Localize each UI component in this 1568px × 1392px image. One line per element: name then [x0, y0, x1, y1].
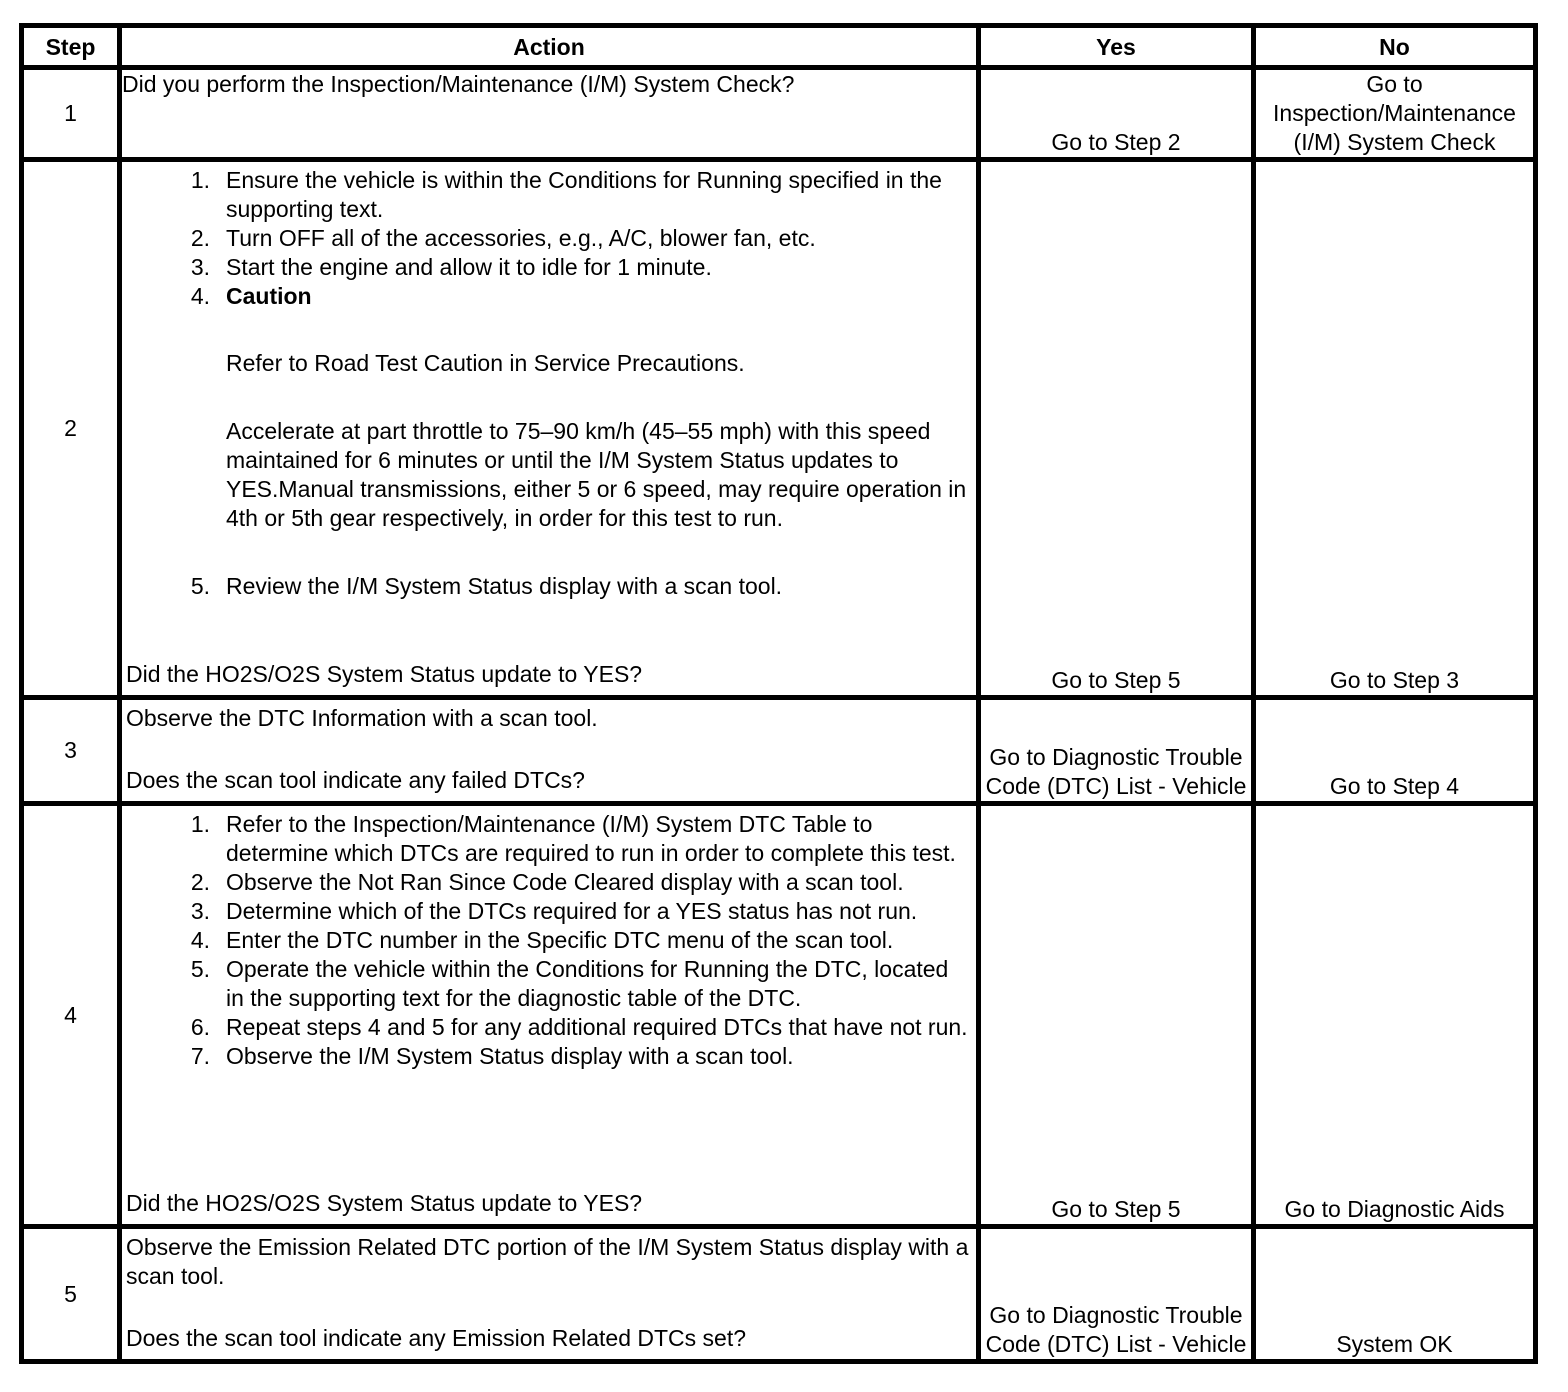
no-result: Go to Step 4 [1254, 698, 1536, 804]
no-result: Go to Step 3 [1254, 160, 1536, 698]
header-no: No [1254, 26, 1536, 68]
instruction-text: Observe the DTC Information with a scan tool. [126, 705, 598, 731]
list-item: 4. Caution Refer to Road Test Caution in Service Precautions. Accelerate at part throttle to 75–90 km/h (45–55 mph) with this speed maintained for 6 minutes or until the I/M System Status updates to YES.Manual transmissions, either 5 or 6 speed, may require operation in 4th or 5th gear respectively, in order for this test to run. [126, 282, 970, 572]
no-result: Go to Inspection/Maintenance (I/M) System Check [1254, 68, 1536, 160]
step-number: 3 [22, 698, 120, 804]
header-action: Action [120, 26, 979, 68]
list-item: 4. Enter the DTC number in the Specific DTC menu of the scan tool. [190, 927, 894, 953]
action-steps [126, 166, 970, 601]
diagnostic-table [19, 23, 1538, 1364]
yes-result: Go to Step 5 [979, 804, 1254, 1227]
caution-heading: Caution [226, 283, 312, 309]
table-row-step-1 [22, 68, 1536, 160]
list-item: 5. Operate the vehicle within the Conditions for Running the DTC, located in the supporting text for the diagnostic table of the DTC. [190, 956, 949, 1011]
list-item: 7. Observe the I/M System Status display with a scan tool. [190, 1043, 794, 1069]
table-row-step-5 [22, 1227, 1536, 1362]
list-item: 5. Review the I/M System Status display with a scan tool. [190, 573, 783, 599]
question-text: Did the HO2S/O2S System Status update to YES? [126, 661, 643, 687]
list-item: 3. Determine which of the DTCs required for a YES status has not run. [190, 898, 918, 924]
list-item: 2. Observe the Not Ran Since Code Cleared display with a scan tool. [190, 869, 904, 895]
step-number: 1 [22, 68, 120, 160]
no-result: Go to Diagnostic Aids [1254, 804, 1536, 1227]
table-row-step-3 [22, 698, 1536, 804]
header-yes: Yes [979, 26, 1254, 68]
header-step: Step [22, 26, 120, 68]
step-number: 2 [22, 160, 120, 698]
yes-result: Go to Diagnostic Trouble Code (DTC) List - Vehicle [979, 698, 1254, 804]
action-cell [120, 68, 979, 160]
action-cell [120, 1227, 979, 1362]
list-item: 1. Ensure the vehicle is within the Conditions for Running specified in the supporting text. [190, 167, 942, 222]
header-row [22, 26, 1536, 68]
no-result: System OK [1254, 1227, 1536, 1362]
action-cell [120, 160, 979, 698]
question-text: Does the scan tool indicate any Emission Related DTCs set? [126, 1325, 747, 1351]
instruction-text: Observe the Emission Related DTC portion of the I/M System Status display with a scan tool. [126, 1234, 969, 1289]
yes-result: Go to Step 5 [979, 160, 1254, 698]
list-item: 3. Start the engine and allow it to idle for 1 minute. [190, 254, 712, 280]
caution-detail: Accelerate at part throttle to 75–90 km/h (45–55 mph) with this speed maintained for 6 minutes or until the I/M System Status updates to YES.Manual transmissions, either 5 or 6 speed, may require operation in 4th or 5th gear respectively, in order for this test to run. [226, 418, 967, 531]
question-text: Did the HO2S/O2S System Status update to YES? [126, 1190, 643, 1216]
caution-note: Refer to Road Test Caution in Service Precautions. [226, 350, 745, 376]
action-steps [126, 810, 970, 1071]
table-row-step-4 [22, 804, 1536, 1227]
question-text: Does the scan tool indicate any failed DTCs? [126, 767, 585, 793]
action-cell [120, 698, 979, 804]
step-number: 5 [22, 1227, 120, 1362]
list-item: 6. Repeat steps 4 and 5 for any additional required DTCs that have not run. [190, 1014, 968, 1040]
question-text: Did you perform the Inspection/Maintenance (I/M) System Check? [122, 71, 795, 97]
yes-result: Go to Step 2 [979, 68, 1254, 160]
yes-result: Go to Diagnostic Trouble Code (DTC) List - Vehicle [979, 1227, 1254, 1362]
step-number: 4 [22, 804, 120, 1227]
list-item: 2. Turn OFF all of the accessories, e.g., A/C, blower fan, etc. [190, 225, 816, 251]
table-row-step-2 [22, 160, 1536, 698]
action-cell [120, 804, 979, 1227]
list-item: 1. Refer to the Inspection/Maintenance (I/M) System DTC Table to determine which DTCs are required to run in order to complete this test. [190, 811, 956, 866]
